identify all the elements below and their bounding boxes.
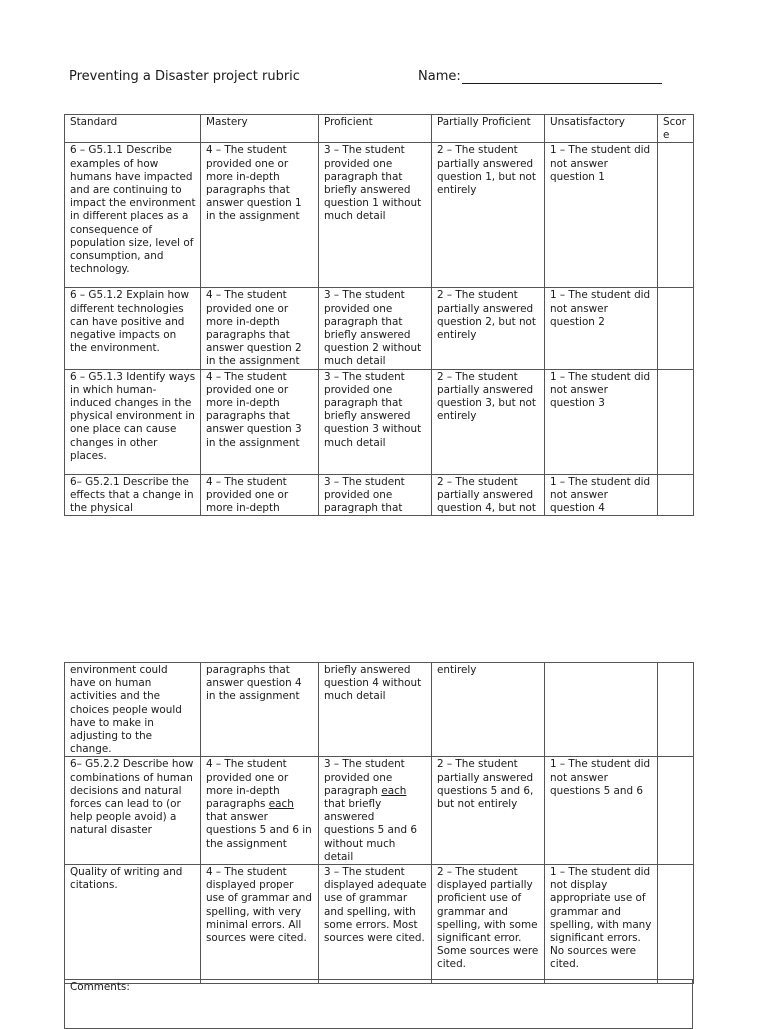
standard-cell: 6 – G5.1.3 Identify ways in which human-induced changes in the physical environment in one place can cause changes in other places. bbox=[65, 369, 201, 474]
mastery-cell: 4 – The student provided one or more in-depth paragraphs that answer question 3 in the assignment bbox=[201, 369, 319, 474]
score-cell bbox=[658, 143, 694, 288]
standard-cell: 6 – G5.1.2 Explain how different technologies can have positive and negative impacts on the environment. bbox=[65, 288, 201, 369]
header-standard: Standard bbox=[65, 115, 201, 143]
proficient-cell: briefly answered question 4 without much detail bbox=[319, 663, 432, 757]
proficient-cell: 3 – The student provided one paragraph that briefly answered question 1 without much detail bbox=[319, 143, 432, 288]
standard-cell: 6– G5.2.2 Describe how combinations of human decisions and natural forces can lead to (or help people avoid) a natural disaster bbox=[65, 757, 201, 865]
partial-cell: 2 – The student partially answered question 4, but not bbox=[432, 474, 545, 516]
name-blank-line bbox=[462, 70, 662, 84]
unsatisfactory-cell: 1 – The student did not answer questions 5 and 6 bbox=[545, 757, 658, 865]
unsatisfactory-cell: 1 – The student did not answer question 3 bbox=[545, 369, 658, 474]
table-row bbox=[65, 288, 694, 369]
unsatisfactory-cell: 1 – The student did not display appropriate use of grammar and spelling, with many significant errors. No sources were cited. bbox=[545, 865, 658, 984]
comments-box bbox=[64, 979, 693, 1029]
mastery-cell: 4 – The student displayed proper use of grammar and spelling, with very minimal errors. All sources were cited. bbox=[201, 865, 319, 984]
partial-cell: 2 – The student partially answered questions 5 and 6, but not entirely bbox=[432, 757, 545, 865]
partial-cell: 2 – The student partially answered question 3, but not entirely bbox=[432, 369, 545, 474]
unsatisfactory-cell bbox=[545, 663, 658, 757]
mastery-text-pre: 4 – The student provided one or more in-depth paragraphs bbox=[206, 758, 289, 811]
unsatisfactory-cell: 1 – The student did not answer question 2 bbox=[545, 288, 658, 369]
header-partially-proficient: Partially Proficient bbox=[432, 115, 545, 143]
standard-cell: 6– G5.2.1 Describe the effects that a change in the physical bbox=[65, 474, 201, 516]
partial-cell: 2 – The student partially answered question 1, but not entirely bbox=[432, 143, 545, 288]
proficient-cell: 3 – The student provided one paragraph that briefly answered question 2 without much detail bbox=[319, 288, 432, 369]
proficient-cell bbox=[319, 757, 432, 865]
partial-cell: 2 – The student partially answered question 2, but not entirely bbox=[432, 288, 545, 369]
score-cell bbox=[658, 757, 694, 865]
mastery-emphasis: each bbox=[268, 798, 294, 811]
table-row bbox=[65, 757, 694, 865]
partial-cell: entirely bbox=[432, 663, 545, 757]
proficient-text-post: that briefly answered questions 5 and 6 without much detail bbox=[324, 798, 417, 863]
table-row bbox=[65, 474, 694, 516]
mastery-cell bbox=[201, 757, 319, 865]
table-row bbox=[65, 865, 694, 984]
mastery-cell: 4 – The student provided one or more in-depth paragraphs that answer question 2 in the assignment bbox=[201, 288, 319, 369]
partial-cell: 2 – The student displayed partially proficient use of grammar and spelling, with some significant error. Some sources were cited. bbox=[432, 865, 545, 984]
header-row bbox=[65, 115, 694, 143]
name-label: Name: bbox=[418, 69, 461, 84]
table-row bbox=[65, 143, 694, 288]
proficient-cell: 3 – The student provided one paragraph that bbox=[319, 474, 432, 516]
unsatisfactory-cell: 1 – The student did not answer question 4 bbox=[545, 474, 658, 516]
rubric-table-page-2 bbox=[64, 662, 694, 984]
score-cell bbox=[658, 865, 694, 984]
standard-cell: 6 – G5.1.1 Describe examples of how humans have impacted and are continuing to impact the environment in different places as a consequence of population size, level of consumption, and technology. bbox=[65, 143, 201, 288]
proficient-cell: 3 – The student displayed adequate use of grammar and spelling, with some errors. Most sources were cited. bbox=[319, 865, 432, 984]
rubric-table-page-1 bbox=[64, 114, 694, 516]
header-score: Scor e bbox=[658, 115, 694, 143]
document-title: Preventing a Disaster project rubric bbox=[69, 69, 300, 84]
comments-label: Comments: bbox=[70, 981, 130, 993]
mastery-cell: 4 – The student provided one or more in-depth paragraphs that answer question 1 in the assignment bbox=[201, 143, 319, 288]
score-cell bbox=[658, 663, 694, 757]
name-field bbox=[418, 69, 662, 84]
score-cell bbox=[658, 288, 694, 369]
score-cell bbox=[658, 369, 694, 474]
unsatisfactory-cell: 1 – The student did not answer question 1 bbox=[545, 143, 658, 288]
proficient-text-pre: 3 – The student provided one paragraph bbox=[324, 758, 405, 797]
proficient-cell: 3 – The student provided one paragraph that briefly answered question 3 without much detail bbox=[319, 369, 432, 474]
standard-cell: environment could have on human activities and the choices people would have to make in adjusting to the change. bbox=[65, 663, 201, 757]
score-cell bbox=[658, 474, 694, 516]
header-proficient: Proficient bbox=[319, 115, 432, 143]
mastery-cell: paragraphs that answer question 4 in the assignment bbox=[201, 663, 319, 757]
table-row bbox=[65, 369, 694, 474]
table-row bbox=[65, 663, 694, 757]
standard-cell: Quality of writing and citations. bbox=[65, 865, 201, 984]
header-mastery: Mastery bbox=[201, 115, 319, 143]
mastery-text-post: that answer questions 5 and 6 in the assignment bbox=[206, 811, 312, 850]
proficient-emphasis: each bbox=[381, 784, 407, 797]
header-unsatisfactory: Unsatisfactory bbox=[545, 115, 658, 143]
mastery-cell: 4 – The student provided one or more in-depth bbox=[201, 474, 319, 516]
